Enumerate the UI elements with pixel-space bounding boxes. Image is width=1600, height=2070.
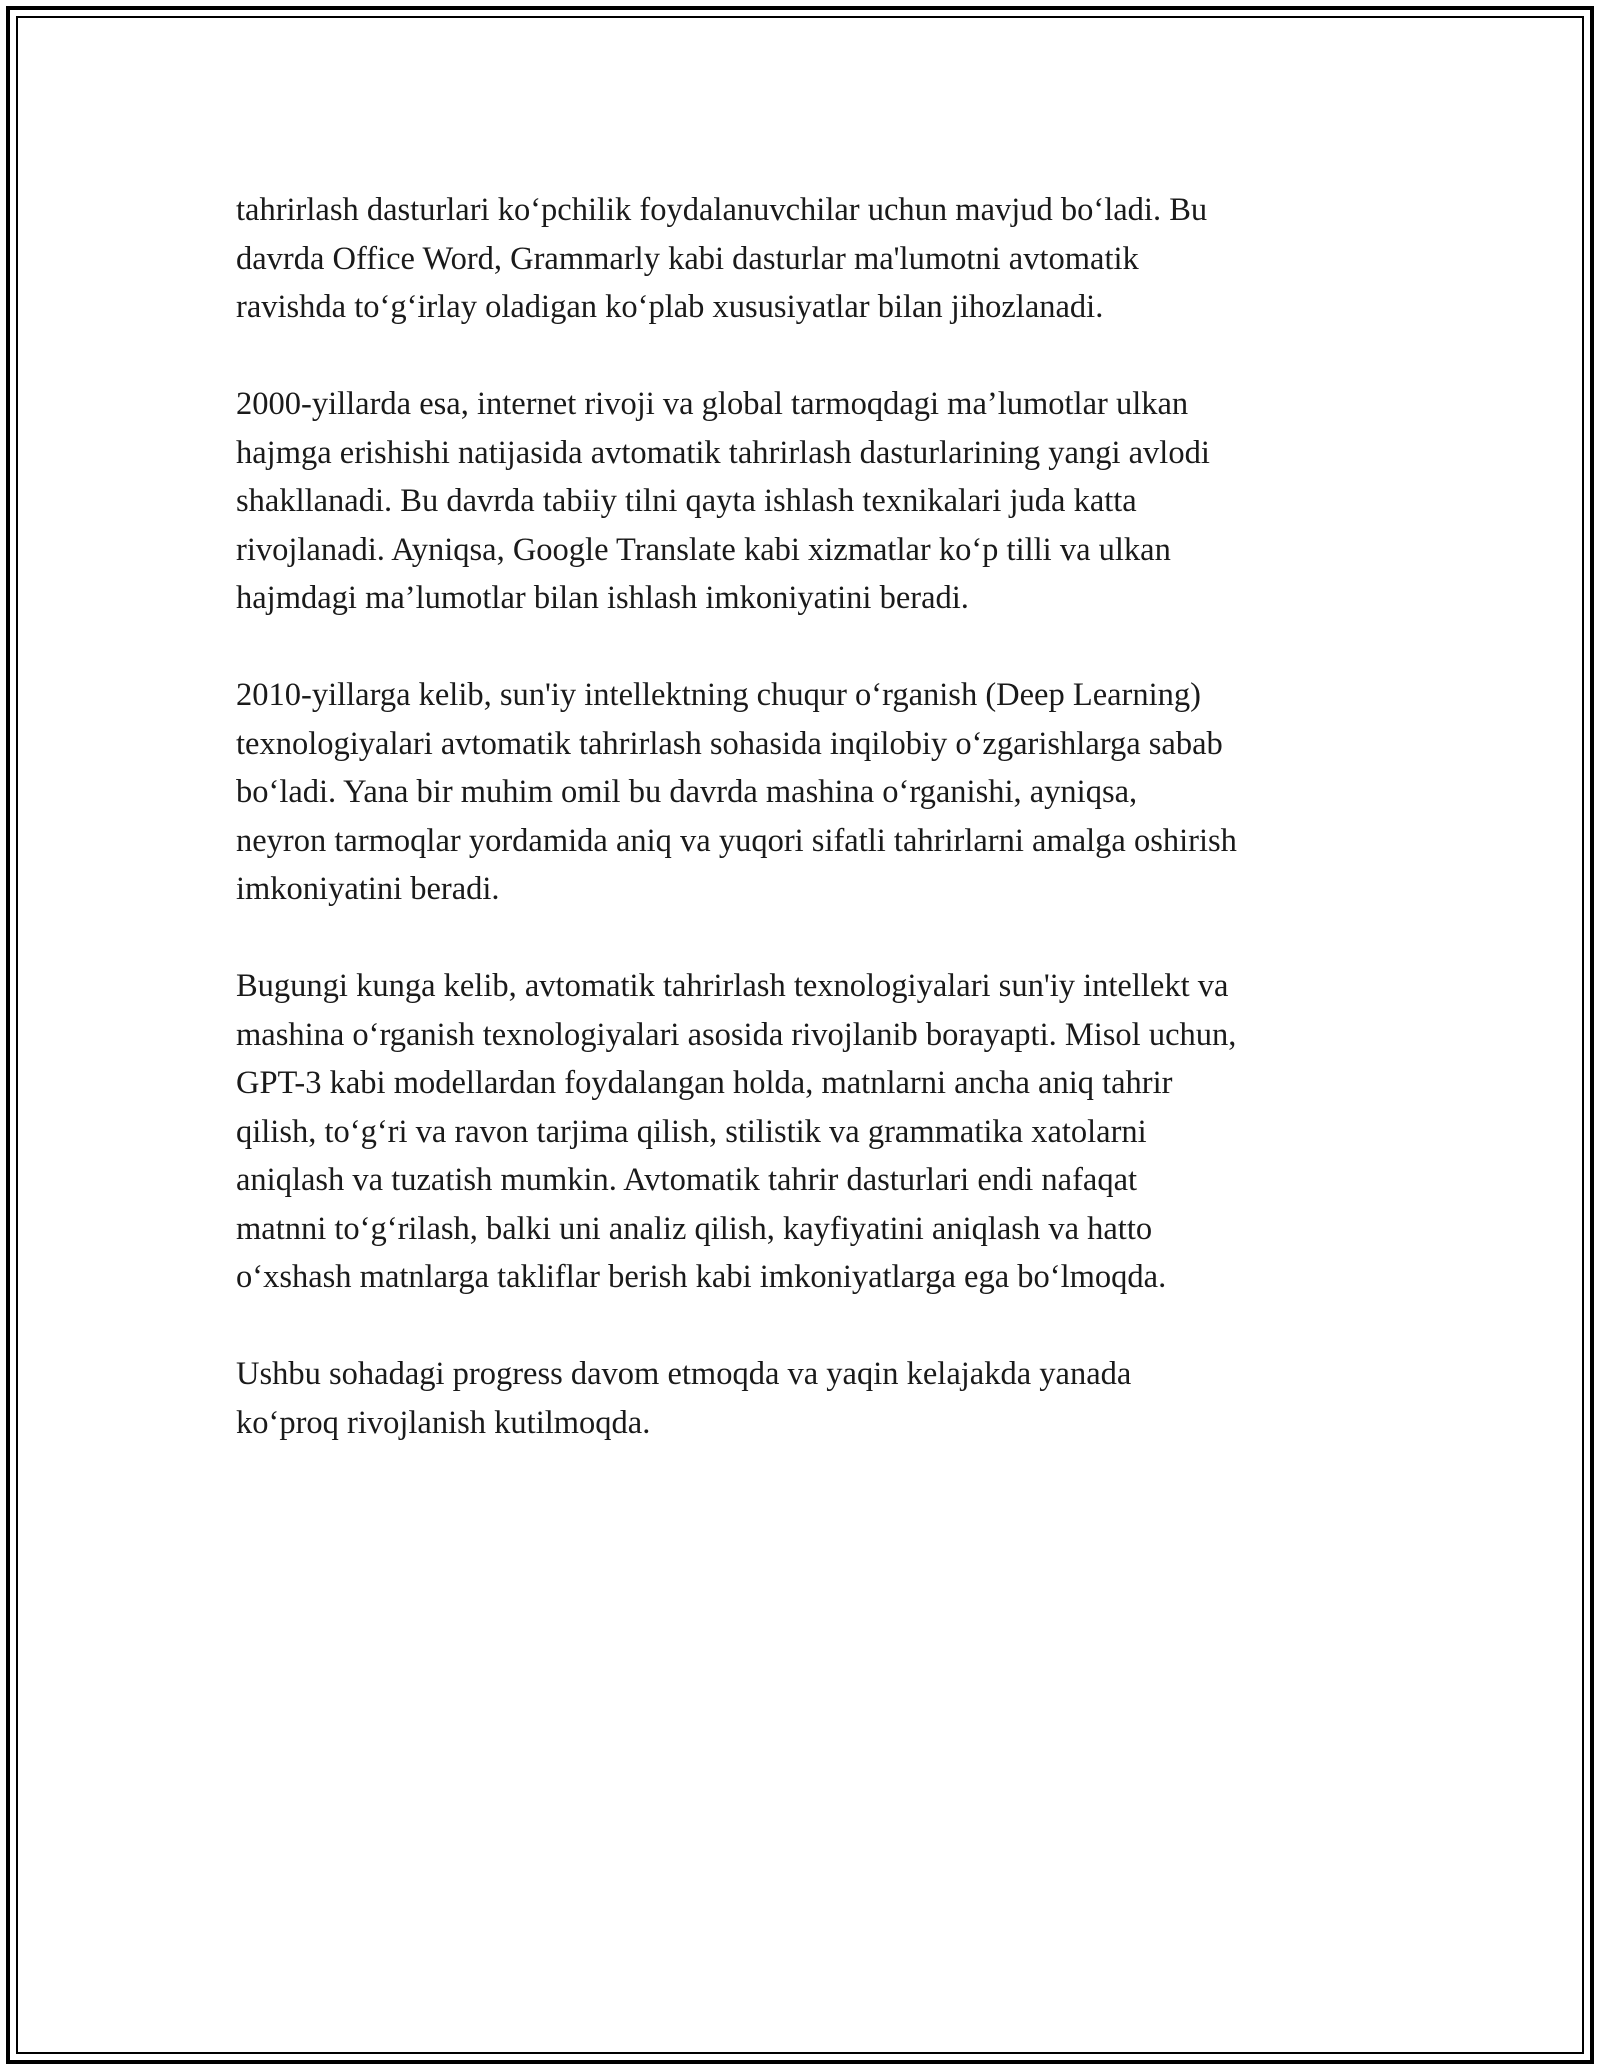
- text-line: 2000-yillarda esa, internet rivoji va global tarmoqdagi ma’lumotlar ulkan: [236, 386, 1189, 422]
- text-line: bo‘ladi. Yana bir muhim omil bu davrda mashina o‘rganishi, ayniqsa,: [236, 774, 1138, 810]
- paragraph-2: [236, 380, 1376, 623]
- text-line: neyron tarmoqlar yordamida aniq va yuqori sifatli tahrirlarni amalga oshirish: [236, 822, 1237, 859]
- text-line: mashina o‘rganish texnologiyalari asosida rivojlanib borayapti. Misol uchun,: [236, 1016, 1237, 1053]
- text-line: imkoniyatini beradi.: [236, 871, 500, 907]
- text-line: Bugungi kunga kelib, avtomatik tahrirlash texnologiyalari sun'iy intellekt va: [236, 968, 1229, 1004]
- text-line: hajmga erishishi natijasida avtomatik tahrirlash dasturlarining yangi avlodi: [236, 434, 1210, 471]
- paragraph-3: [236, 671, 1376, 914]
- text-line: shakllanadi. Bu davrda tabiiy tilni qayta ishlash texnikalari juda katta: [236, 483, 1137, 519]
- paragraph-5: [236, 1350, 1376, 1447]
- text-line: matnni to‘g‘rilash, balki uni analiz qilish, kayfiyatini aniqlash va hatto: [236, 1210, 1153, 1247]
- text-line: rivojlanadi. Ayniqsa, Google Translate kabi xizmatlar ko‘p tilli va ulkan: [236, 531, 1171, 568]
- paragraph-1: [236, 186, 1376, 332]
- text-line: 2010-yillarga kelib, sun'iy intellektning chuqur o‘rganish (Deep Learning): [236, 677, 1201, 713]
- text-line: aniqlash va tuzatish mumkin. Avtomatik tahrir dasturlari endi nafaqat: [236, 1162, 1138, 1198]
- text-line: GPT-3 kabi modellardan foydalangan holda, matnlarni ancha aniq tahrir: [236, 1065, 1173, 1101]
- text-line: qilish, to‘g‘ri va ravon tarjima qilish, stilistik va grammatika xatolarni: [236, 1113, 1147, 1150]
- text-line: Ushbu sohadagi progress davom etmoqda va yaqin kelajakda yanada: [236, 1356, 1132, 1392]
- text-line: o‘xshash matnlarga takliflar berish kabi imkoniyatlarga ega bo‘lmoqda.: [236, 1259, 1167, 1295]
- document-body: [236, 186, 1376, 1496]
- text-line: texnologiyalari avtomatik tahrirlash sohasida inqilobiy o‘zgarishlarga sabab: [236, 725, 1223, 762]
- text-line: tahrirlash dasturlari ko‘pchilik foydalanuvchilar uchun mavjud bo‘ladi. Bu: [236, 192, 1208, 228]
- text-line: davrda Office Word, Grammarly kabi dasturlar ma'lumotni avtomatik: [236, 240, 1139, 277]
- text-line: ravishda to‘g‘irlay oladigan ko‘plab xususiyatlar bilan jihozlanadi.: [236, 289, 1104, 325]
- text-line: hajmdagi ma’lumotlar bilan ishlash imkoniyatini beradi.: [236, 580, 969, 616]
- text-line: ko‘proq rivojlanish kutilmoqda.: [236, 1404, 651, 1441]
- paragraph-4: [236, 962, 1376, 1302]
